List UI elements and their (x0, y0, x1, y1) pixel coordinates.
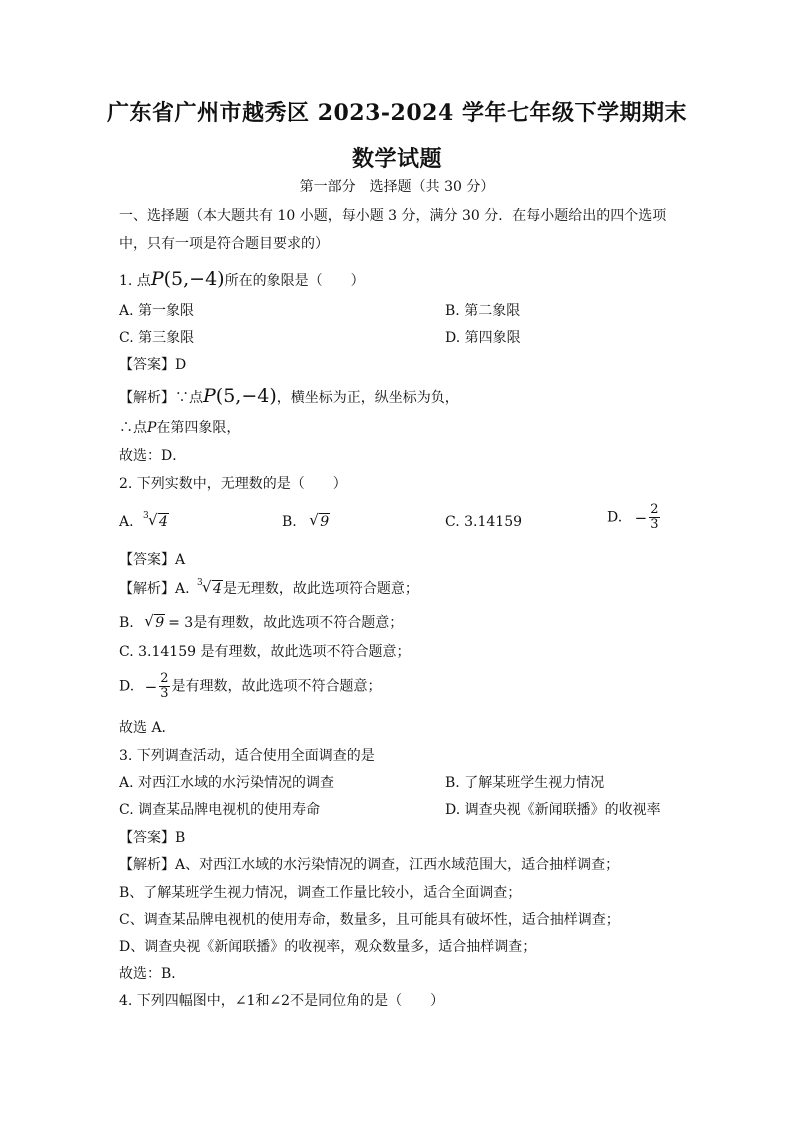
fraction-denominator: 3 (160, 686, 169, 701)
radical-index: 3 (197, 578, 203, 588)
q1-option-d: D. 第四象限 (445, 330, 521, 346)
q3-explanation-line4: D、调查央视《新闻联播》的收视率，观众数量多，适合抽样调查； (119, 939, 537, 955)
radicand: 4 (159, 514, 168, 530)
fraction-numerator: 2 (160, 671, 169, 686)
q2-option-c: C. 3.14159 (445, 514, 523, 530)
radical-symbol: √ (148, 511, 158, 529)
q3-answer: 【答案】B (119, 830, 186, 846)
cube-root-sign (197, 578, 223, 598)
cube-root-sign (143, 511, 169, 531)
q1-answer: 【答案】D (119, 357, 187, 373)
q2-explanation-c: C. 3.14159 是有理数，故此选项不符合题意； (119, 644, 411, 660)
q4-stem-middle: 和 (255, 993, 270, 1009)
fraction (649, 503, 659, 532)
q2-option-a-label: A. (119, 514, 134, 530)
radical-symbol: √ (202, 578, 212, 596)
q3-option-c: C. 调查某品牌电视机的使用寿命 (119, 802, 321, 818)
q1-point-coord: (5,−4) (163, 268, 225, 290)
minus-sign: − (634, 508, 648, 527)
q2-option-d (607, 503, 662, 532)
q4-angle2: ∠2 (269, 993, 291, 1009)
q2-expA-prefix: 【解析】A. (119, 581, 190, 597)
radical-symbol: √ (144, 612, 154, 630)
q1-exp1-suffix: ，横坐标为正，纵坐标为负， (276, 390, 459, 406)
q1-stem-suffix: 所在的象限是（ ） (224, 273, 365, 289)
q4-stem (119, 992, 444, 1010)
q2-expB-suffix: 是有理数，故此选项不符合题意； (193, 615, 404, 631)
q4-stem-prefix: 4. 下列四幅图中， (119, 993, 235, 1009)
radicand: 9 (320, 514, 330, 530)
q3-explanation-line1: 【解析】A、对西江水域的水污染情况的调查，江西水域范围大，适合抽样调查； (119, 857, 620, 873)
q2-expD-label: D. (119, 678, 135, 695)
q2-conclusion: 故选 A． (119, 720, 176, 736)
q1-exp2-point: P (147, 420, 157, 436)
q2-explanation-d (119, 672, 382, 701)
fraction (159, 672, 169, 701)
q1-option-c: C. 第三象限 (119, 330, 195, 346)
section1-instruction-line1: 一、选择题（本大题共有 10 小题，每小题 3 分，满分 30 分．在每小题给出的四个选项 (119, 208, 667, 224)
q4-angle1: ∠1 (234, 993, 256, 1009)
q2-option-b-label: B. (282, 514, 297, 530)
q2-option-d-label: D. (607, 509, 623, 526)
q3-option-a: A. 对西江水域的水污染情况的调查 (119, 775, 335, 791)
q2-expB-label: B. (119, 615, 134, 631)
q1-exp1-prefix: 【解析】∵点 (119, 390, 203, 406)
q2-explanation-a (119, 580, 419, 598)
q3-option-b: B. 了解某班学生视力情况 (445, 775, 605, 791)
radical-index: 3 (143, 511, 149, 521)
q2-answer: 【答案】A (119, 552, 186, 568)
fraction-numerator: 2 (650, 502, 659, 517)
q2-expA-suffix: 是无理数，故此选项符合题意； (222, 581, 419, 597)
q4-stem-suffix: 不是同位角的是（ ） (290, 993, 445, 1009)
section1-instruction-line2: 中，只有一项是符合题目要求的） (119, 236, 329, 252)
exam-title-line1: 广东省广州市越秀区 2023-2024 学年七年级下学期期末 (107, 100, 687, 126)
q1-explanation-line1 (119, 387, 459, 407)
q2-option-b (282, 513, 330, 531)
radical-symbol: √ (309, 511, 319, 529)
q1-explanation-line2 (119, 419, 240, 437)
q1-point-symbol: P (150, 268, 164, 290)
part1-heading: 第一部分 选择题（共 30 分） (299, 179, 495, 195)
square-root-sign (309, 513, 330, 531)
exam-title-line2: 数学试题 (351, 146, 442, 172)
radicand: 9 (155, 615, 165, 631)
q1-conclusion: 故选：D． (119, 448, 187, 464)
q1-exp1-coord: (5,−4) (215, 385, 277, 407)
q1-exp2-suffix: 在第四象限， (156, 420, 241, 436)
q3-explanation-line3: C、调查某品牌电视机的使用寿命，数量多，且可能具有破坏性，适合抽样调查； (119, 912, 620, 928)
q2-expD-suffix: 是有理数，故此选项不符合题意； (171, 678, 382, 695)
q2-stem: 2. 下列实数中，无理数的是（ ） (119, 476, 347, 492)
q3-option-d: D. 调查央视《新闻联播》的收视率 (445, 802, 661, 818)
q2-option-a (119, 513, 169, 531)
q1-option-b: B. 第二象限 (445, 303, 521, 319)
q1-stem (119, 270, 365, 290)
q1-exp1-point: P (203, 385, 216, 407)
q1-stem-prefix: 1. 点 (119, 273, 151, 289)
fraction-denominator: 3 (650, 517, 659, 532)
q2-expB-equals: = 3 (168, 615, 194, 631)
q2-explanation-b (119, 614, 403, 632)
radicand: 4 (213, 581, 222, 597)
q1-exp2-prefix: ∴点 (119, 420, 147, 436)
q3-conclusion: 故选：B． (119, 966, 186, 982)
minus-sign: − (144, 677, 158, 696)
square-root-sign (144, 614, 165, 632)
q3-explanation-line2: B、了解某班学生视力情况，调查工作量比较小，适合全面调查； (119, 885, 522, 901)
q3-stem: 3. 下列调查活动，适合使用全面调查的是 (119, 748, 375, 764)
q1-option-a: A. 第一象限 (119, 303, 195, 319)
